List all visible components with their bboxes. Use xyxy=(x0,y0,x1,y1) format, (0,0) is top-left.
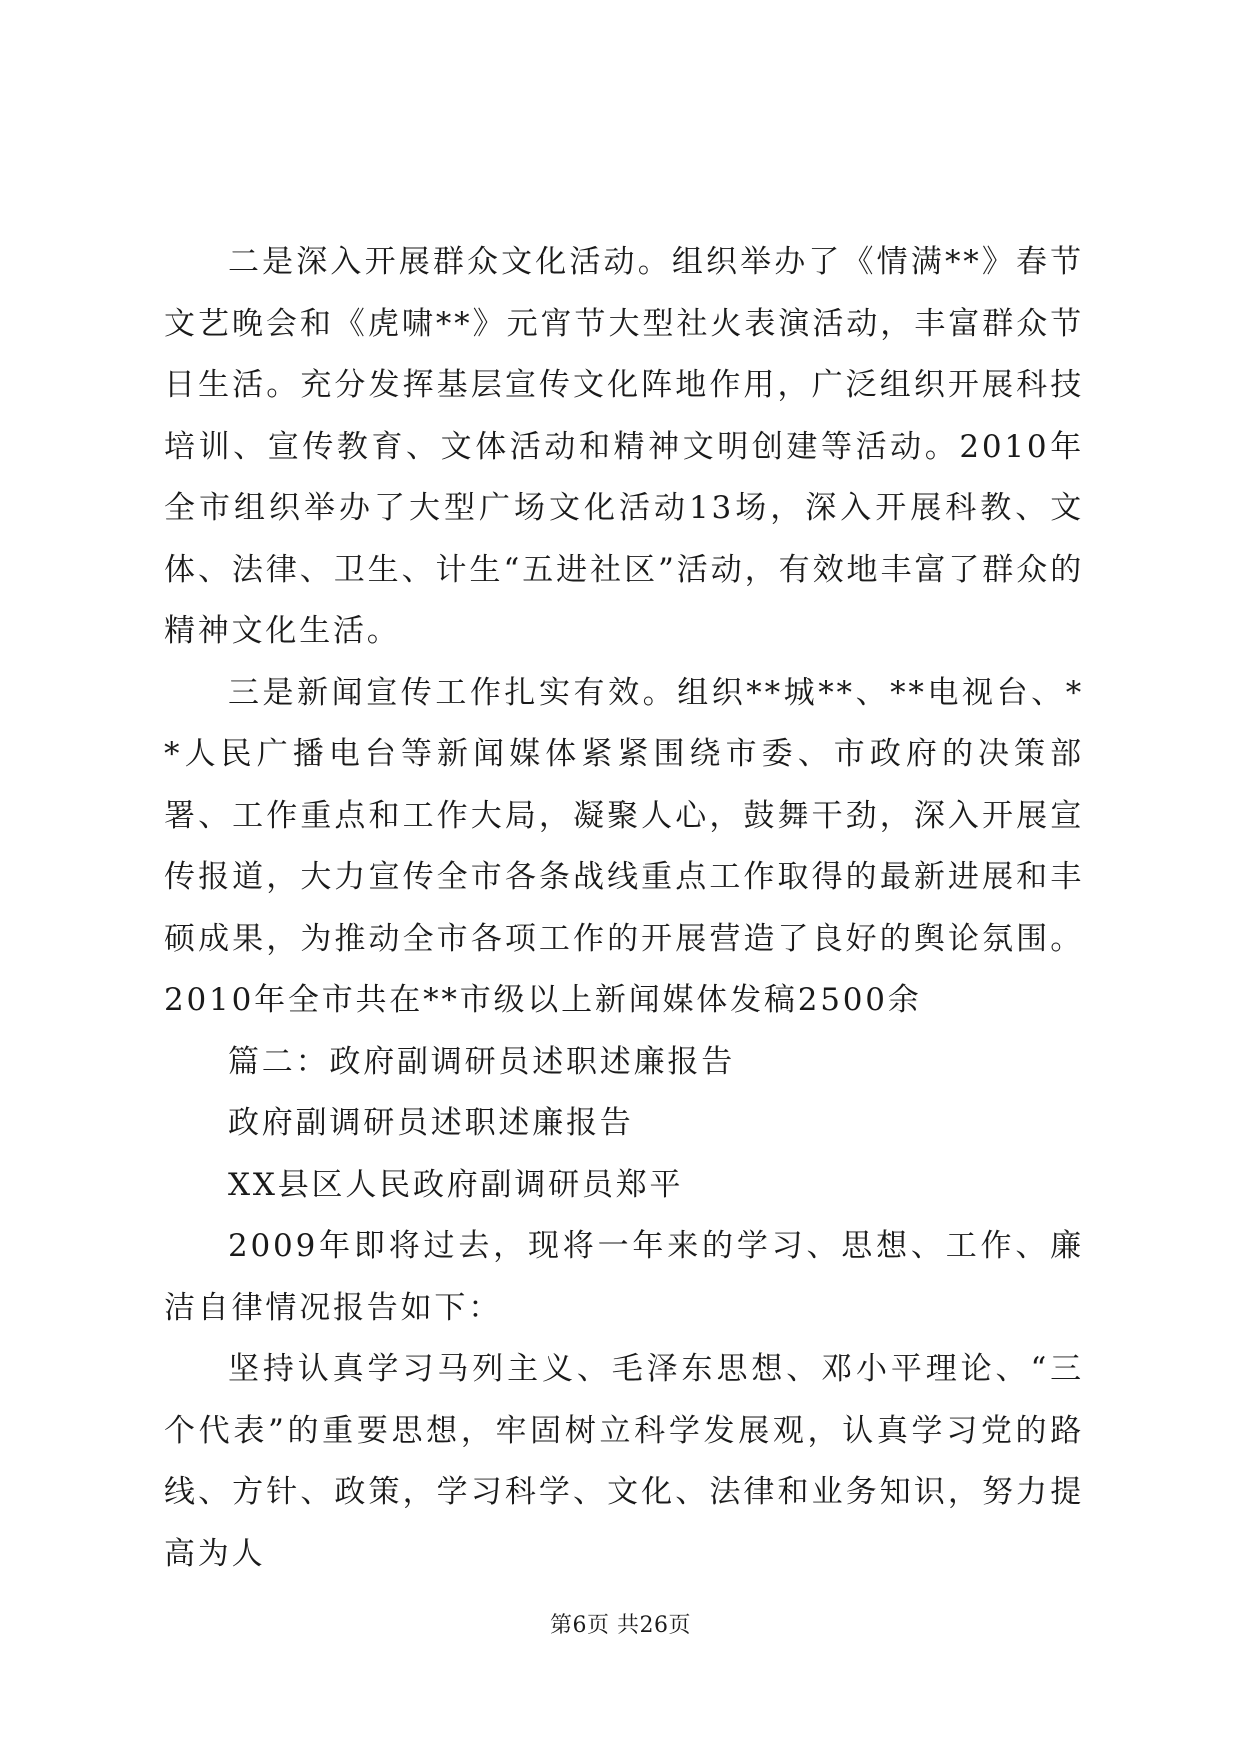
paragraph-study: 坚持认真学习马列主义、毛泽东思想、邓小平理论、“三个代表”的重要思想，牢固树立科学发展观，认真学习党的路线、方针、政策，学习科学、文化、法律和业务知识，努力提高为人 xyxy=(164,1351,1084,1572)
document-body xyxy=(164,232,1084,1585)
paragraph-news-publicity: 三是新闻宣传工作扎实有效。组织**城**、**电视台、**人民广播电台等新闻媒体紧紧围绕市委、市政府的决策部署、工作重点和工作大局，凝聚人心，鼓舞干劲，深入开展宣传报道，大力宣传全市各条战线重点工作取得的最新进展和丰硕成果，为推动全市各项工作的开展营造了良好的舆论氛围。2010年全市共在**市级以上新闻媒体发稿2500余 xyxy=(164,674,1084,1018)
report-author: XX县区人民政府副调研员郑平 xyxy=(228,1166,684,1203)
page-footer: 第6页 共26页 xyxy=(550,1613,691,1638)
paragraph-introduction: 2009年即将过去，现将一年来的学习、思想、工作、廉洁自律情况报告如下： xyxy=(164,1228,1084,1326)
paragraph-cultural-activities: 二是深入开展群众文化活动。组织举办了《情满**》春节文艺晚会和《虎啸**》元宵节大型社火表演活动，丰富群众节日生活。充分发挥基层宣传文化阵地作用，广泛组织开展科技培训、宣传教育、文体活动和精神文明创建等活动。2010年全市组织举办了大型广场文化活动13场，深入开展科教、文体、法律、卫生、计生“五进社区”活动，有效地丰富了群众的精神文化生活。 xyxy=(164,244,1084,649)
report-title: 政府副调研员述职述廉报告 xyxy=(228,1105,634,1141)
section-heading: 篇二：政府副调研员述职述廉报告 xyxy=(228,1043,735,1080)
